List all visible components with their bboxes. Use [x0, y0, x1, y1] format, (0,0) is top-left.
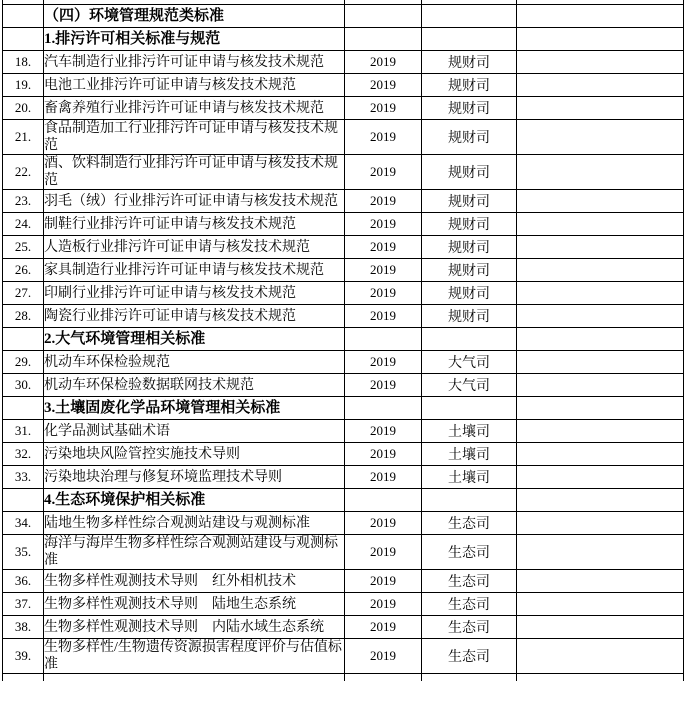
standard-title-cell: 4.生态环境保护相关标准 [44, 489, 345, 512]
table-row [3, 305, 684, 328]
table-row [3, 236, 684, 259]
year-cell: 2019 [345, 305, 422, 328]
department-cell: 生态司 [422, 616, 517, 639]
department-cell: 生态司 [422, 512, 517, 535]
year-cell: 2019 [345, 51, 422, 74]
row-number-cell [3, 328, 44, 351]
year-cell: 2019 [345, 570, 422, 593]
notes-cell [517, 674, 684, 682]
year-cell: 2019 [345, 420, 422, 443]
year-cell: 2019 [345, 74, 422, 97]
standard-title-cell: 机动车环保检验数据联网技术规范 [44, 374, 345, 397]
year-cell: 2019 [345, 190, 422, 213]
department-cell: 生态司 [422, 639, 517, 674]
year-cell: 2019 [345, 639, 422, 674]
department-cell: 规财司 [422, 305, 517, 328]
standard-title-cell: 食品制造加工行业排污许可证申请与核发技术规范 [44, 120, 345, 155]
standard-title-cell: 畜禽养殖行业排污许可证申请与核发技术规范 [44, 97, 345, 120]
table-row [3, 97, 684, 120]
row-number-cell [3, 489, 44, 512]
year-cell: 2019 [345, 213, 422, 236]
section-header-row [3, 489, 684, 512]
notes-cell [517, 328, 684, 351]
table-row [3, 74, 684, 97]
department-cell: 土壤司 [422, 420, 517, 443]
department-cell [422, 28, 517, 51]
year-cell: 2019 [345, 616, 422, 639]
year-cell [345, 28, 422, 51]
year-cell [345, 489, 422, 512]
notes-cell [517, 305, 684, 328]
standard-title-cell: 酒、饮料制造行业排污许可证申请与核发技术规范 [44, 155, 345, 190]
table-row [3, 420, 684, 443]
table-row [3, 570, 684, 593]
department-cell: 土壤司 [422, 443, 517, 466]
notes-cell [517, 593, 684, 616]
row-number-cell: 38. [3, 616, 44, 639]
notes-cell [517, 74, 684, 97]
standard-title-cell: 生物多样性观测技术导则 陆地生态系统 [44, 593, 345, 616]
department-cell: 大气司 [422, 374, 517, 397]
notes-cell [517, 420, 684, 443]
notes-cell [517, 466, 684, 489]
row-number-cell: 24. [3, 213, 44, 236]
notes-cell [517, 5, 684, 28]
department-cell: 生态司 [422, 570, 517, 593]
standard-title-cell: 生物多样性/生物遗传资源损害程度评价与估值标准 [44, 639, 345, 674]
notes-cell [517, 28, 684, 51]
year-cell [345, 5, 422, 28]
table-row [3, 593, 684, 616]
table-row [3, 282, 684, 305]
table-row [3, 155, 684, 190]
row-number-cell: 33. [3, 466, 44, 489]
section-header-row [3, 328, 684, 351]
row-number-cell: 37. [3, 593, 44, 616]
department-cell: 规财司 [422, 190, 517, 213]
row-number-cell: 30. [3, 374, 44, 397]
standard-title-cell: 3.土壤固废化学品环境管理相关标准 [44, 397, 345, 420]
department-cell [422, 489, 517, 512]
notes-cell [517, 282, 684, 305]
standard-title-cell: 制鞋行业排污许可证申请与核发技术规范 [44, 213, 345, 236]
table-row [3, 259, 684, 282]
standard-title-cell: 污染地块风险管控实施技术导则 [44, 443, 345, 466]
department-cell [422, 397, 517, 420]
row-number-cell: 36. [3, 570, 44, 593]
row-number-cell: 26. [3, 259, 44, 282]
standard-title-cell: 污染地块治理与修复环境监理技术导则 [44, 466, 345, 489]
notes-cell [517, 236, 684, 259]
department-cell: 生态司 [422, 535, 517, 570]
year-cell: 2019 [345, 374, 422, 397]
standard-title-cell: 陆地生物多样性综合观测站建设与观测标准 [44, 512, 345, 535]
department-cell: 土壤司 [422, 466, 517, 489]
department-cell: 规财司 [422, 282, 517, 305]
notes-cell [517, 639, 684, 674]
section-header-row [3, 28, 684, 51]
row-number-cell: 23. [3, 190, 44, 213]
year-cell: 2019 [345, 466, 422, 489]
table-row [3, 351, 684, 374]
table-row [3, 443, 684, 466]
year-cell: 2019 [345, 443, 422, 466]
department-cell: 规财司 [422, 259, 517, 282]
department-cell: 大气司 [422, 351, 517, 374]
standards-table [2, 0, 684, 681]
notes-cell [517, 570, 684, 593]
year-cell: 2019 [345, 259, 422, 282]
department-cell: 生态司 [422, 593, 517, 616]
year-cell: 2019 [345, 535, 422, 570]
row-number-cell: 29. [3, 351, 44, 374]
year-cell: 2019 [345, 282, 422, 305]
notes-cell [517, 616, 684, 639]
table-row [3, 51, 684, 74]
section-header-row [3, 5, 684, 28]
notes-cell [517, 190, 684, 213]
notes-cell [517, 51, 684, 74]
row-number-cell: 28. [3, 305, 44, 328]
row-number-cell: 21. [3, 120, 44, 155]
standard-title-cell: 汽车制造行业排污许可证申请与核发技术规范 [44, 51, 345, 74]
table-row [3, 190, 684, 213]
row-number-cell [3, 397, 44, 420]
department-cell: 规财司 [422, 97, 517, 120]
year-cell: 2019 [345, 120, 422, 155]
notes-cell [517, 120, 684, 155]
row-number-cell [3, 5, 44, 28]
standard-title-cell: 印刷行业排污许可证申请与核发技术规范 [44, 282, 345, 305]
row-number-cell: 39. [3, 639, 44, 674]
section-header-row [3, 397, 684, 420]
partial-bottom-row [3, 674, 684, 682]
department-cell: 规财司 [422, 155, 517, 190]
table-row [3, 374, 684, 397]
notes-cell [517, 213, 684, 236]
standard-title-cell [44, 674, 345, 682]
table-row [3, 535, 684, 570]
row-number-cell: 19. [3, 74, 44, 97]
table-row [3, 120, 684, 155]
year-cell [345, 397, 422, 420]
year-cell [345, 674, 422, 682]
standard-title-cell: 化学品测试基础术语 [44, 420, 345, 443]
notes-cell [517, 374, 684, 397]
department-cell: 规财司 [422, 236, 517, 259]
table-row [3, 616, 684, 639]
table-body [3, 0, 684, 681]
row-number-cell: 22. [3, 155, 44, 190]
year-cell: 2019 [345, 512, 422, 535]
row-number-cell: 25. [3, 236, 44, 259]
notes-cell [517, 155, 684, 190]
notes-cell [517, 397, 684, 420]
department-cell: 规财司 [422, 51, 517, 74]
standard-title-cell: 2.大气环境管理相关标准 [44, 328, 345, 351]
year-cell: 2019 [345, 155, 422, 190]
department-cell [422, 328, 517, 351]
standard-title-cell: 陶瓷行业排污许可证申请与核发技术规范 [44, 305, 345, 328]
department-cell [422, 5, 517, 28]
row-number-cell: 27. [3, 282, 44, 305]
row-number-cell: 18. [3, 51, 44, 74]
department-cell [422, 674, 517, 682]
standard-title-cell: （四）环境管理规范类标准 [44, 5, 345, 28]
standard-title-cell: 家具制造行业排污许可证申请与核发技术规范 [44, 259, 345, 282]
standard-title-cell: 机动车环保检验规范 [44, 351, 345, 374]
table-row [3, 639, 684, 674]
notes-cell [517, 489, 684, 512]
row-number-cell: 20. [3, 97, 44, 120]
standard-title-cell: 1.排污许可相关标准与规范 [44, 28, 345, 51]
row-number-cell: 35. [3, 535, 44, 570]
department-cell: 规财司 [422, 213, 517, 236]
year-cell: 2019 [345, 351, 422, 374]
table-row [3, 512, 684, 535]
table-row [3, 213, 684, 236]
standard-title-cell: 电池工业排污许可证申请与核发技术规范 [44, 74, 345, 97]
department-cell: 规财司 [422, 74, 517, 97]
notes-cell [517, 351, 684, 374]
table-row [3, 466, 684, 489]
standard-title-cell: 海洋与海岸生物多样性综合观测站建设与观测标准 [44, 535, 345, 570]
year-cell: 2019 [345, 593, 422, 616]
row-number-cell [3, 674, 44, 682]
row-number-cell: 31. [3, 420, 44, 443]
row-number-cell: 32. [3, 443, 44, 466]
row-number-cell: 34. [3, 512, 44, 535]
notes-cell [517, 443, 684, 466]
notes-cell [517, 512, 684, 535]
department-cell: 规财司 [422, 120, 517, 155]
year-cell: 2019 [345, 97, 422, 120]
standard-title-cell: 人造板行业排污许可证申请与核发技术规范 [44, 236, 345, 259]
notes-cell [517, 535, 684, 570]
standard-title-cell: 生物多样性观测技术导则 内陆水域生态系统 [44, 616, 345, 639]
standard-title-cell: 羽毛（绒）行业排污许可证申请与核发技术规范 [44, 190, 345, 213]
standard-title-cell: 生物多样性观测技术导则 红外相机技术 [44, 570, 345, 593]
notes-cell [517, 259, 684, 282]
notes-cell [517, 97, 684, 120]
row-number-cell [3, 28, 44, 51]
year-cell [345, 328, 422, 351]
year-cell: 2019 [345, 236, 422, 259]
